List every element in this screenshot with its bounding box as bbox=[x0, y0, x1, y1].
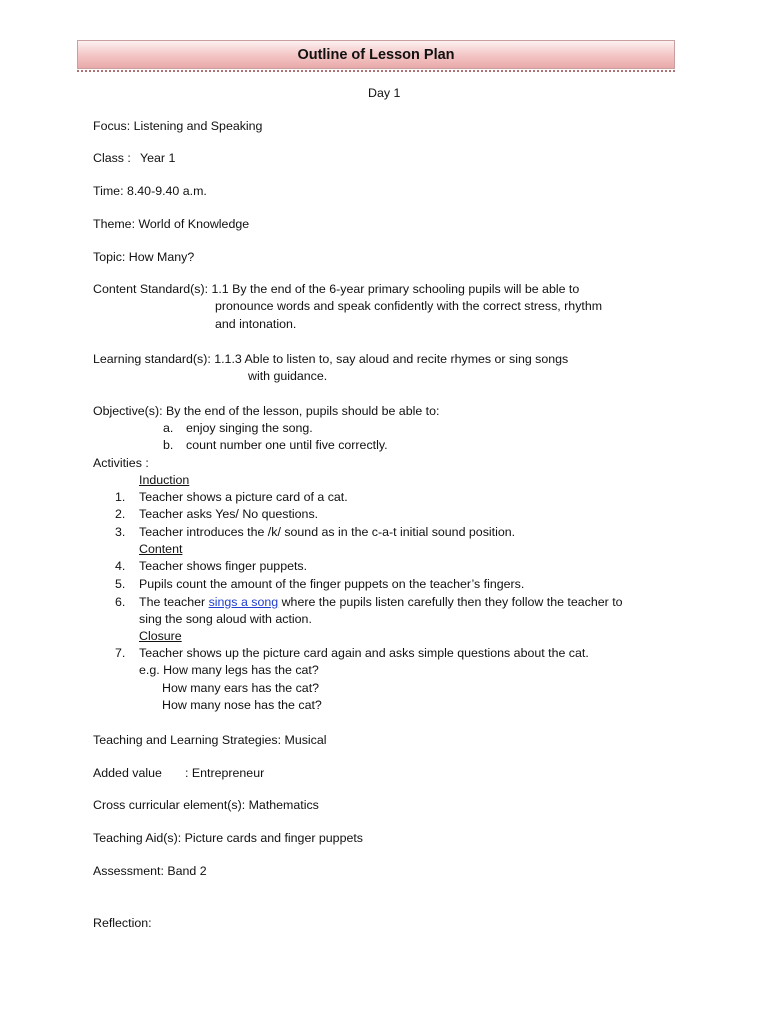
day-label: Day 1 bbox=[368, 86, 401, 100]
cross-curricular-line: Cross curricular element(s): Mathematics bbox=[93, 798, 319, 812]
activity-text: where the pupils listen carefully then they follow the teacher to bbox=[278, 595, 623, 609]
page-title: Outline of Lesson Plan bbox=[297, 46, 455, 63]
objective-marker: b. bbox=[163, 438, 174, 452]
sings-a-song-link[interactable]: sings a song bbox=[208, 595, 279, 609]
activity-marker: 1. bbox=[115, 490, 126, 504]
objective-item: count number one until five correctly. bbox=[186, 438, 388, 452]
induction-heading: Induction bbox=[139, 473, 190, 487]
objectives-intro: Objective(s): By the end of the lesson, pupils should be able to: bbox=[93, 404, 440, 418]
theme-line: Theme: World of Knowledge bbox=[93, 217, 250, 231]
class-label: Class : bbox=[93, 151, 131, 165]
activity-item: Teacher shows a picture card of a cat. bbox=[139, 490, 348, 504]
focus-line: Focus: Listening and Speaking bbox=[93, 119, 263, 133]
activity-item bbox=[139, 594, 623, 610]
activity-item: Pupils count the amount of the finger puppets on the teacher’s fingers. bbox=[139, 577, 525, 591]
content-standard-line-2: pronounce words and speak confidently with the correct stress, rhythm bbox=[215, 299, 603, 313]
activity-marker: 5. bbox=[115, 577, 126, 591]
activity-marker: 6. bbox=[115, 595, 126, 609]
title-banner bbox=[77, 40, 675, 69]
learning-standard-line-1: Learning standard(s): 1.1.3 Able to listen to, say aloud and recite rhymes or sing songs bbox=[93, 352, 569, 366]
closure-heading: Closure bbox=[139, 629, 182, 643]
assessment-line: Assessment: Band 2 bbox=[93, 864, 207, 878]
activities-label: Activities : bbox=[93, 456, 149, 470]
activity-marker: 2. bbox=[115, 507, 126, 521]
topic-line: Topic: How Many? bbox=[93, 250, 195, 264]
content-standard-line-1: Content Standard(s): 1.1 By the end of the 6-year primary schooling pupils will be able to bbox=[93, 282, 580, 296]
content-standard-line-3: and intonation. bbox=[215, 317, 297, 331]
added-value-value: : Entrepreneur bbox=[185, 766, 265, 780]
activity-marker: 4. bbox=[115, 559, 126, 573]
activity-text: The teacher bbox=[139, 595, 209, 609]
activity-marker: 3. bbox=[115, 525, 126, 539]
activity-item-continued: sing the song aloud with action. bbox=[139, 612, 312, 626]
question-item: e.g. How many legs has the cat? bbox=[139, 663, 319, 677]
title-divider bbox=[77, 70, 675, 72]
activity-item: Teacher shows up the picture card again and asks simple questions about the cat. bbox=[139, 646, 589, 660]
added-value-label: Added value bbox=[93, 766, 162, 780]
teaching-aids-line: Teaching Aid(s): Picture cards and finger puppets bbox=[93, 831, 363, 845]
time-line: Time: 8.40-9.40 a.m. bbox=[93, 184, 207, 198]
reflection-label: Reflection: bbox=[93, 916, 152, 930]
question-item: How many nose has the cat? bbox=[162, 698, 322, 712]
activity-item: Teacher shows finger puppets. bbox=[139, 559, 308, 573]
learning-standard-line-2: with guidance. bbox=[248, 369, 328, 383]
objective-marker: a. bbox=[163, 421, 174, 435]
class-value: Year 1 bbox=[140, 151, 176, 165]
activity-item: Teacher introduces the /k/ sound as in the c-a-t initial sound position. bbox=[139, 525, 516, 539]
strategies-line: Teaching and Learning Strategies: Musical bbox=[93, 733, 327, 747]
activity-item: Teacher asks Yes/ No questions. bbox=[139, 507, 319, 521]
activity-marker: 7. bbox=[115, 646, 126, 660]
question-item: How many ears has the cat? bbox=[162, 681, 320, 695]
objective-item: enjoy singing the song. bbox=[186, 421, 313, 435]
content-heading: Content bbox=[139, 542, 183, 556]
